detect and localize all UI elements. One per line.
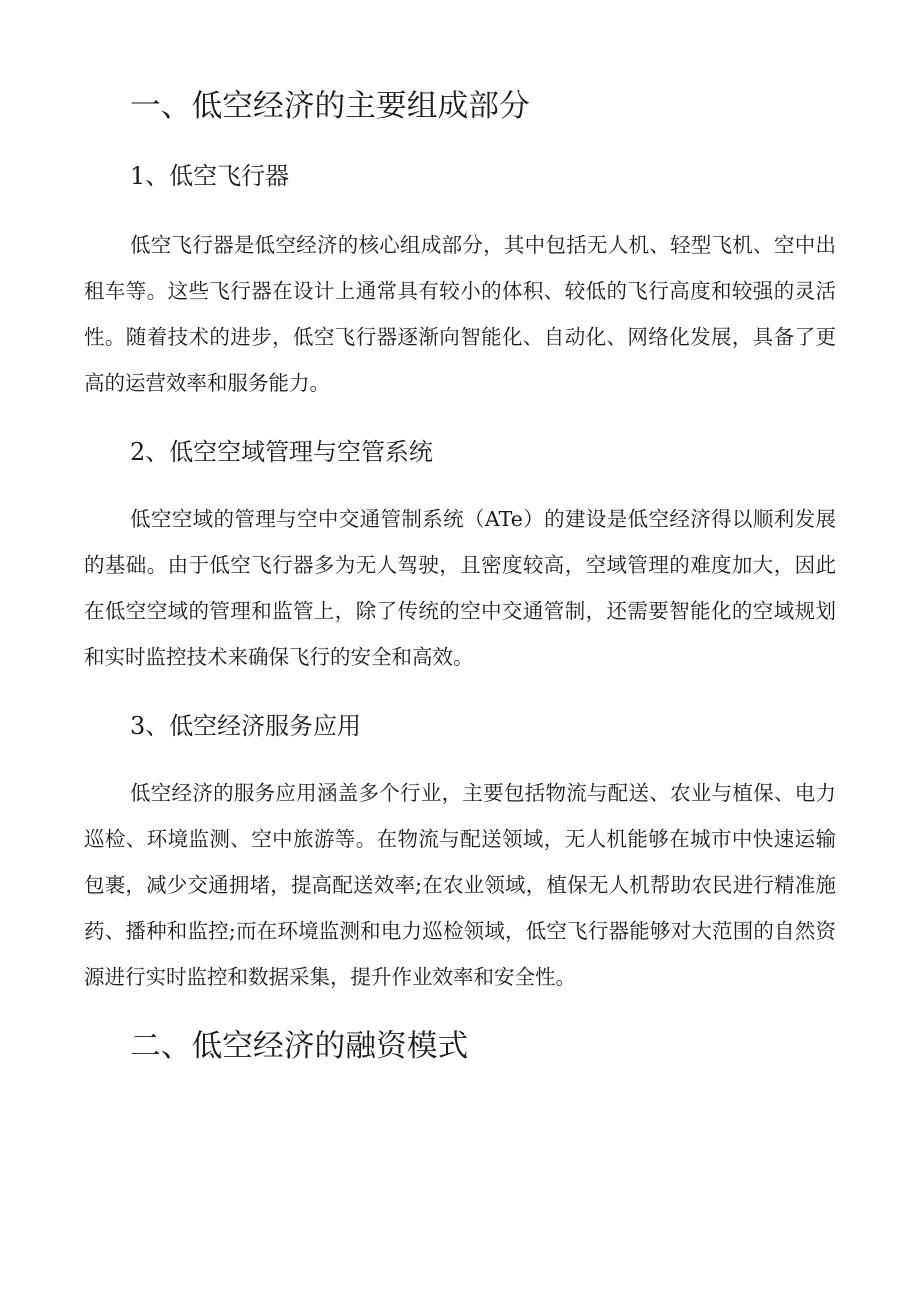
section-heading-1: 一、低空经济的主要组成部分: [130, 88, 530, 124]
document-body: [84, 86, 836, 1066]
spacer: [84, 196, 836, 222]
subsection-heading-3: 3、低空经济服务应用: [130, 712, 361, 740]
paragraph-aircraft: 低空飞行器是低空经济的核心组成部分，其中包括无人机、轻型飞机、空中出租车等。这些飞行器在设计上通常具有较小的体积、较低的飞行高度和较强的灵活性。随着技术的进步，低空飞行器逐渐向智能化、自动化、网络化发展，具备了更高的运营效率和服务能力。: [84, 233, 836, 395]
spacer: [84, 746, 836, 770]
spacer: [84, 1000, 836, 1026]
spacer: [84, 126, 836, 156]
subsection-heading-1: 1、低空飞行器: [130, 162, 290, 190]
paragraph-services: 低空经济的服务应用涵盖多个行业，主要包括物流与配送、农业与植保、电力巡检、环境监测、空中旅游等。在物流与配送领域，无人机能够在城市中快速运输包裹，减少交通拥堵，提高配送效率;在农业领域，植保无人机帮助农民进行精准施药、播种和监控;而在环境监测和电力巡检领域，低空飞行器能够对大范围的自然资源进行实时监控和数据采集，提升作业效率和安全性。: [84, 781, 836, 989]
spacer: [84, 472, 836, 496]
paragraph-airspace: 低空空域的管理与空中交通管制系统（ATe）的建设是低空经济得以顺利发展的基础。由于低空飞行器多为无人驾驶，且密度较高，空域管理的难度加大，因此在低空空域的管理和监管上，除了传统的空中交通管制，还需要智能化的空域规划和实时监控技术来确保飞行的安全和高效。: [84, 507, 836, 669]
subsection-heading-2: 2、低空空域管理与空管系统: [130, 438, 433, 466]
spacer: [84, 406, 836, 432]
section-heading-2: 二、低空经济的融资模式: [130, 1028, 469, 1064]
spacer: [84, 680, 836, 706]
